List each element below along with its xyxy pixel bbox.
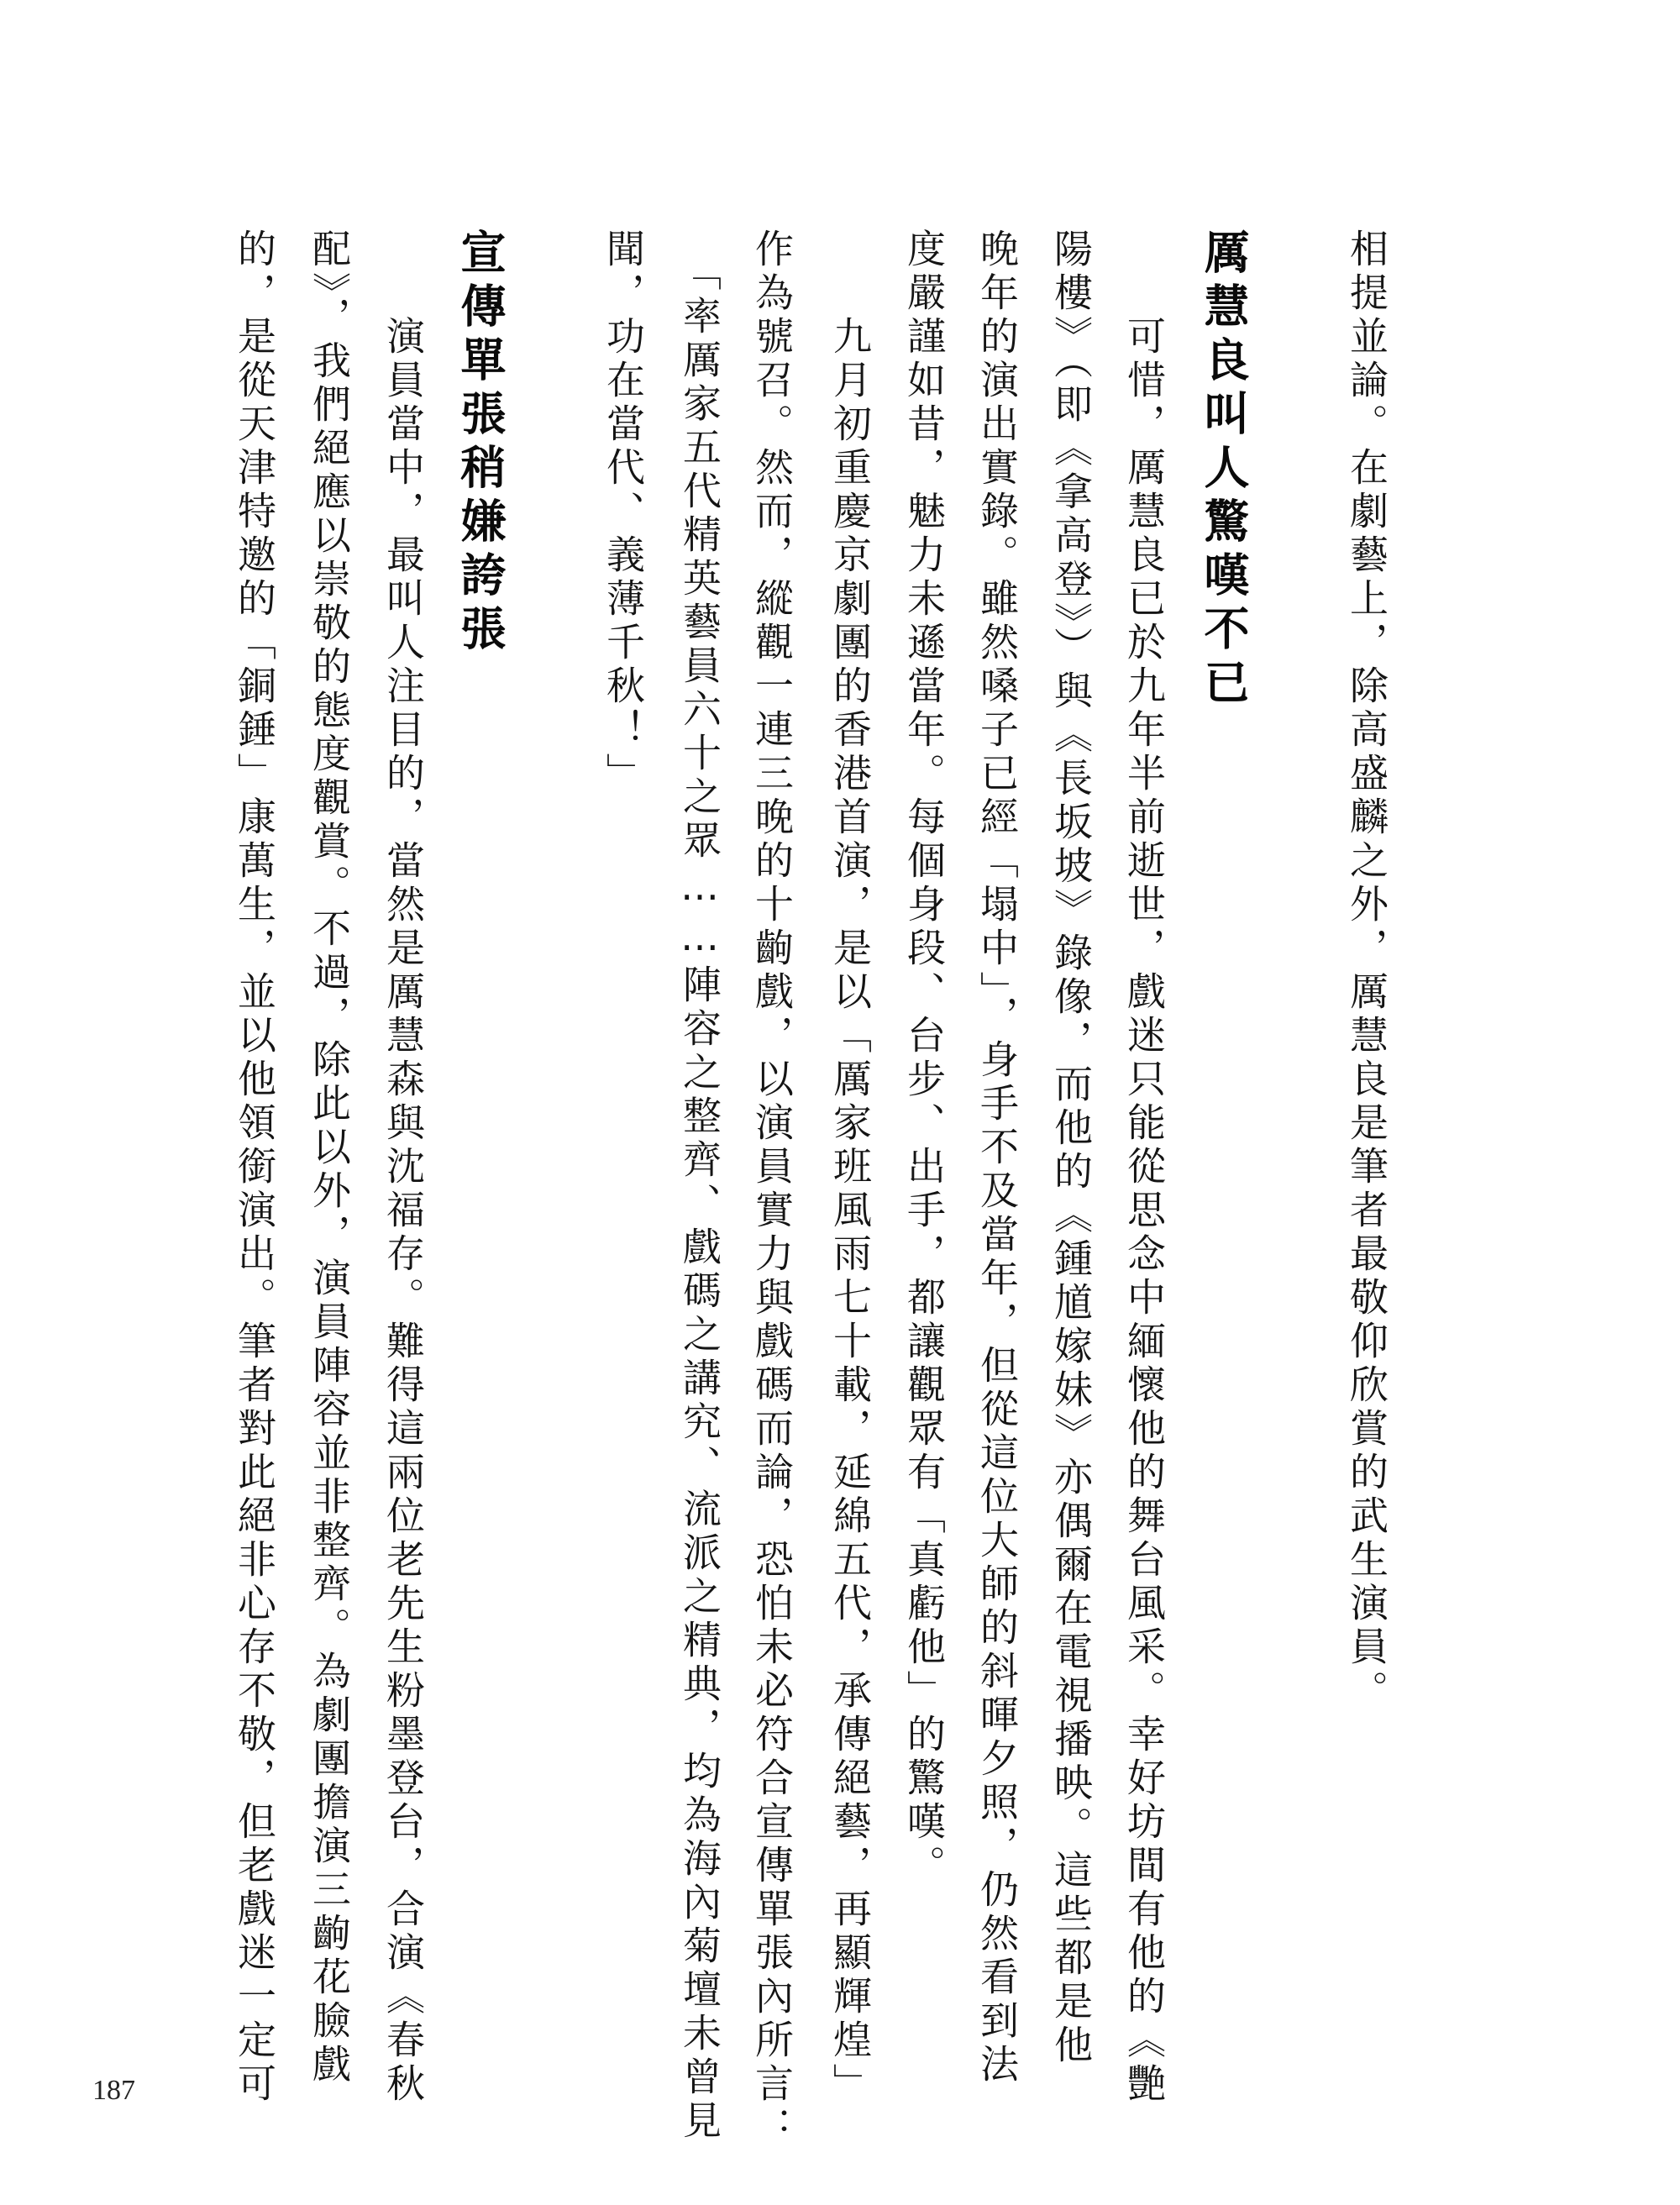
paragraph-column: 相提並論。在劇藝上，除高盛麟之外，厲慧良是筆者最敬仰欣賞的武生演員。 <box>1344 228 1389 1714</box>
paragraph-column: 晚年的演出實錄。雖然嗓子已經「塌中」，身手不及當年，但從這位大師的斜暉夕照，仍然看到法 <box>974 228 1020 2087</box>
section-heading: 宣傳單張稍嫌誇張 <box>454 228 507 659</box>
page-number: 187 <box>92 2075 135 2106</box>
paragraph-column: 作為號召。然而，縱觀一連三晚的十齣戲，以演員實力與戲碼而論，恐怕未必符合宣傳單張內所言： <box>749 228 795 2150</box>
paragraph-column: 可惜，厲慧良已於九年半前逝世，戲迷只能從思念中緬懷他的舞台風采。幸好坊間有他的《艷 <box>1121 316 1167 2107</box>
quotation-column: 「率厲家五代精英藝員六十之眾……陣容之整齊、戲碼之講究、流派之精典，均為海內菊壇未曾見 <box>677 252 722 2144</box>
paragraph-column: 陽樓》（即《拿高登》）與《長坂坡》錄像，而他的《鍾馗嫁妹》亦偶爾在電視播映。這些都是他 <box>1048 228 1094 2068</box>
paragraph-column: 演員當中，最叫人注目的，當然是厲慧森與沈福存。難得這兩位老先生粉墨登台，合演《春秋 <box>381 316 426 2107</box>
paragraph-column: 配》，我們絕應以崇敬的態度觀賞。不過，除此以外，演員陣容並非整齊。為劇團擔演三齣花臉戲 <box>307 228 352 2087</box>
quotation-column: 聞，功在當代、義薄千秋！」 <box>601 228 646 796</box>
paragraph-column: 度嚴謹如昔，魅力未遜當年。每個身段、台步、出手，都讓觀眾有「真虧他」的驚嘆。 <box>901 228 947 1888</box>
paragraph-column: 的，是從天津特邀的「銅錘」康萬生，並以他領銜演出。筆者對此絕非心存不敬，但老戲迷一定可 <box>232 228 277 2107</box>
section-heading: 厲慧良叫人驚嘆不已 <box>1197 228 1251 712</box>
paragraph-column: 九月初重慶京劇團的香港首演，是以「厲家班風雨七十載，延綿五代，承傳絕藝，再顯輝煌」 <box>827 316 873 2107</box>
